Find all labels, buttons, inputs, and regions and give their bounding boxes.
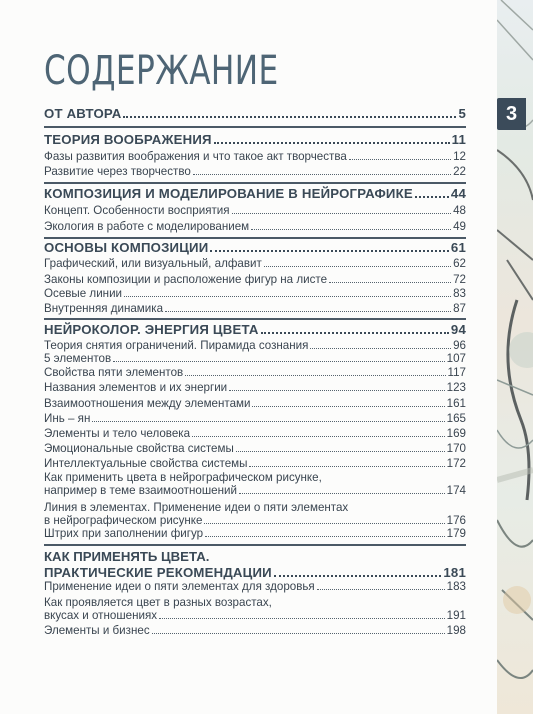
- dot-leader: [210, 250, 449, 252]
- toc-item[interactable]: [44, 287, 466, 300]
- toc-section-title-line1: КАК ПРИМЕНЯТЬ ЦВЕТА.: [44, 549, 210, 564]
- dot-leader: [349, 159, 451, 160]
- toc-page-number: 49: [453, 220, 466, 233]
- toc-page-number: 12: [453, 150, 466, 163]
- toc-page-number: 44: [450, 186, 466, 201]
- toc-section[interactable]: [44, 186, 466, 201]
- toc-page-number: 87: [453, 302, 466, 315]
- toc-page-number: 181: [443, 565, 466, 580]
- toc-item[interactable]: [44, 150, 466, 163]
- dot-leader: [193, 174, 451, 175]
- toc-item-title: Законы композиции и расположение фигур на листе: [44, 273, 328, 286]
- toc-page-number: 174: [446, 484, 466, 497]
- toc-item-title-line2: например в теме взаимоотношений: [44, 484, 237, 497]
- toc-item-title: 5 элементов: [44, 352, 112, 365]
- dot-leader: [152, 633, 445, 634]
- dot-leader: [252, 406, 444, 407]
- toc-page-number: 198: [446, 624, 466, 637]
- toc-item-title-line1: Линия в элементах. Применение идеи о пяти элементах: [44, 501, 349, 514]
- toc-page-number: 123: [446, 381, 466, 394]
- page-title: СОДЕРЖАНИЕ: [44, 48, 279, 94]
- toc-item[interactable]: [44, 457, 466, 470]
- dot-leader: [415, 196, 449, 198]
- toc-item-title: Штрих при заполнении фигур: [44, 527, 204, 540]
- toc-section[interactable]: [44, 132, 466, 147]
- toc-section-title: НЕЙРОКОЛОР. ЭНЕРГИЯ ЦВЕТА: [44, 322, 259, 337]
- dot-leader: [229, 390, 445, 391]
- dot-leader: [192, 436, 445, 437]
- toc-item-title: Интеллектуальные свойства системы: [44, 457, 248, 470]
- toc-item-title: Взаимоотношения между элементами: [44, 397, 251, 410]
- toc-page-number: 61: [450, 240, 466, 255]
- toc-item[interactable]: [44, 204, 466, 217]
- dot-leader: [205, 536, 445, 537]
- toc-item-title: Экология в работе с моделированием: [44, 220, 250, 233]
- section-divider: [44, 544, 466, 546]
- section-divider: [44, 126, 466, 128]
- toc-item[interactable]: [44, 580, 466, 593]
- toc-item[interactable]: [44, 165, 466, 178]
- dot-leader: [92, 421, 444, 422]
- toc-item[interactable]: [44, 442, 466, 455]
- dot-leader: [236, 451, 445, 452]
- toc-page-number: 48: [453, 204, 466, 217]
- toc-item-title: Концепт. Особенности восприятия: [44, 204, 230, 217]
- toc-page-number: 94: [450, 322, 466, 337]
- dot-leader: [249, 466, 444, 467]
- toc-page-number: 169: [446, 427, 466, 440]
- page-number-tab: 3: [497, 98, 526, 130]
- dot-leader: [261, 332, 449, 334]
- toc-page-number: 179: [446, 527, 466, 540]
- toc-item[interactable]: [44, 302, 466, 315]
- toc-item-title: Развитие через творчество: [44, 165, 191, 178]
- toc-item[interactable]: [44, 381, 466, 394]
- toc-item-title-line1: Как проявляется цвет в разных возрастах,: [44, 596, 272, 609]
- toc-item-title: Фазы развития воображения и что такое акт творчества: [44, 150, 347, 163]
- toc-item[interactable]: [44, 514, 466, 527]
- toc-page-number: 11: [451, 132, 466, 147]
- toc-item[interactable]: [44, 352, 466, 365]
- toc-item[interactable]: [44, 427, 466, 440]
- toc-item[interactable]: [44, 366, 466, 379]
- toc-item-title-line2: в нейрографическом рисунке: [44, 514, 203, 527]
- section-divider: [44, 318, 466, 320]
- toc-item-title: Графический, или визуальный, алфавит: [44, 257, 262, 270]
- dot-leader: [204, 523, 444, 524]
- toc-page-number: 183: [446, 580, 466, 593]
- dot-leader: [310, 348, 451, 349]
- toc-page-number: 191: [446, 609, 466, 622]
- dot-leader: [274, 575, 442, 577]
- toc-section-title: ОТ АВТОРА: [44, 106, 122, 121]
- dot-leader: [185, 375, 445, 376]
- toc-item[interactable]: [44, 273, 466, 286]
- dot-leader: [251, 229, 451, 230]
- toc-page-number: 176: [446, 514, 466, 527]
- toc-page-number: 172: [446, 457, 466, 470]
- toc-page-number: 22: [453, 165, 466, 178]
- toc-section-title: ОСНОВЫ КОМПОЗИЦИИ: [44, 240, 209, 255]
- toc-item[interactable]: [44, 339, 466, 352]
- toc-item-title: Эмоциональные свойства системы: [44, 442, 234, 455]
- dot-leader: [239, 493, 445, 494]
- toc-page-number: 5: [458, 106, 466, 121]
- section-divider: [44, 182, 466, 184]
- toc-section-author[interactable]: [44, 106, 466, 121]
- toc-item[interactable]: [44, 624, 466, 637]
- toc-item-title-line1: Как применить цвета в нейрографическом рисунке,: [44, 471, 322, 484]
- dot-leader: [329, 282, 451, 283]
- dot-leader: [317, 589, 445, 590]
- toc-section[interactable]: [44, 322, 466, 337]
- toc-item[interactable]: [44, 527, 466, 540]
- toc-item-title-line2: вкусах и отношениях: [44, 609, 158, 622]
- dot-leader: [165, 311, 451, 312]
- toc-item-title: Элементы и бизнес: [44, 624, 150, 637]
- toc-item-title: Осевые линии: [44, 287, 123, 300]
- toc-page-number: 83: [453, 287, 466, 300]
- toc-item-title: Теория снятия ограничений. Пирамида сознания: [44, 339, 309, 352]
- toc-page-number: 161: [446, 397, 466, 410]
- toc-item[interactable]: [44, 412, 466, 425]
- dot-leader: [264, 266, 451, 267]
- toc-section-title-line2: ПРАКТИЧЕСКИЕ РЕКОМЕНДАЦИИ: [44, 565, 272, 580]
- toc-page-number: 62: [453, 257, 466, 270]
- toc-item[interactable]: [44, 220, 466, 233]
- dot-leader: [124, 296, 451, 297]
- toc-page-number: 117: [447, 366, 466, 379]
- toc-item[interactable]: [44, 397, 466, 410]
- toc-section-title: КОМПОЗИЦИЯ И МОДЕЛИРОВАНИЕ В НЕЙРОГРАФИКЕ: [44, 186, 413, 201]
- toc-item-title: Свойства пяти элементов: [44, 366, 184, 379]
- toc-page-number: 170: [446, 442, 466, 455]
- toc-item-title: Элементы и тело человека: [44, 427, 191, 440]
- dot-leader: [214, 142, 450, 144]
- section-divider: [44, 237, 466, 239]
- toc-page-number: 96: [453, 339, 466, 352]
- toc-page-number: 165: [446, 412, 466, 425]
- toc-item-title: Названия элементов и их энергии: [44, 381, 228, 394]
- toc-item-title: Применение идеи о пяти элементах для здоровья: [44, 580, 315, 593]
- toc-section[interactable]: [44, 240, 466, 255]
- toc-item-title: Внутренняя динамика: [44, 302, 164, 315]
- toc-item-title: Инь – ян: [44, 412, 91, 425]
- toc-section[interactable]: [44, 565, 466, 580]
- toc-section-title: ТЕОРИЯ ВООБРАЖЕНИЯ: [44, 132, 212, 147]
- dot-leader: [232, 213, 452, 214]
- toc-item[interactable]: [44, 484, 466, 497]
- dot-leader: [123, 116, 456, 118]
- toc-page-number: 107: [446, 352, 466, 365]
- toc-page-number: 72: [453, 273, 466, 286]
- toc-item[interactable]: [44, 609, 466, 622]
- dot-leader: [159, 618, 445, 619]
- dot-leader: [113, 361, 445, 362]
- toc-item[interactable]: [44, 257, 466, 270]
